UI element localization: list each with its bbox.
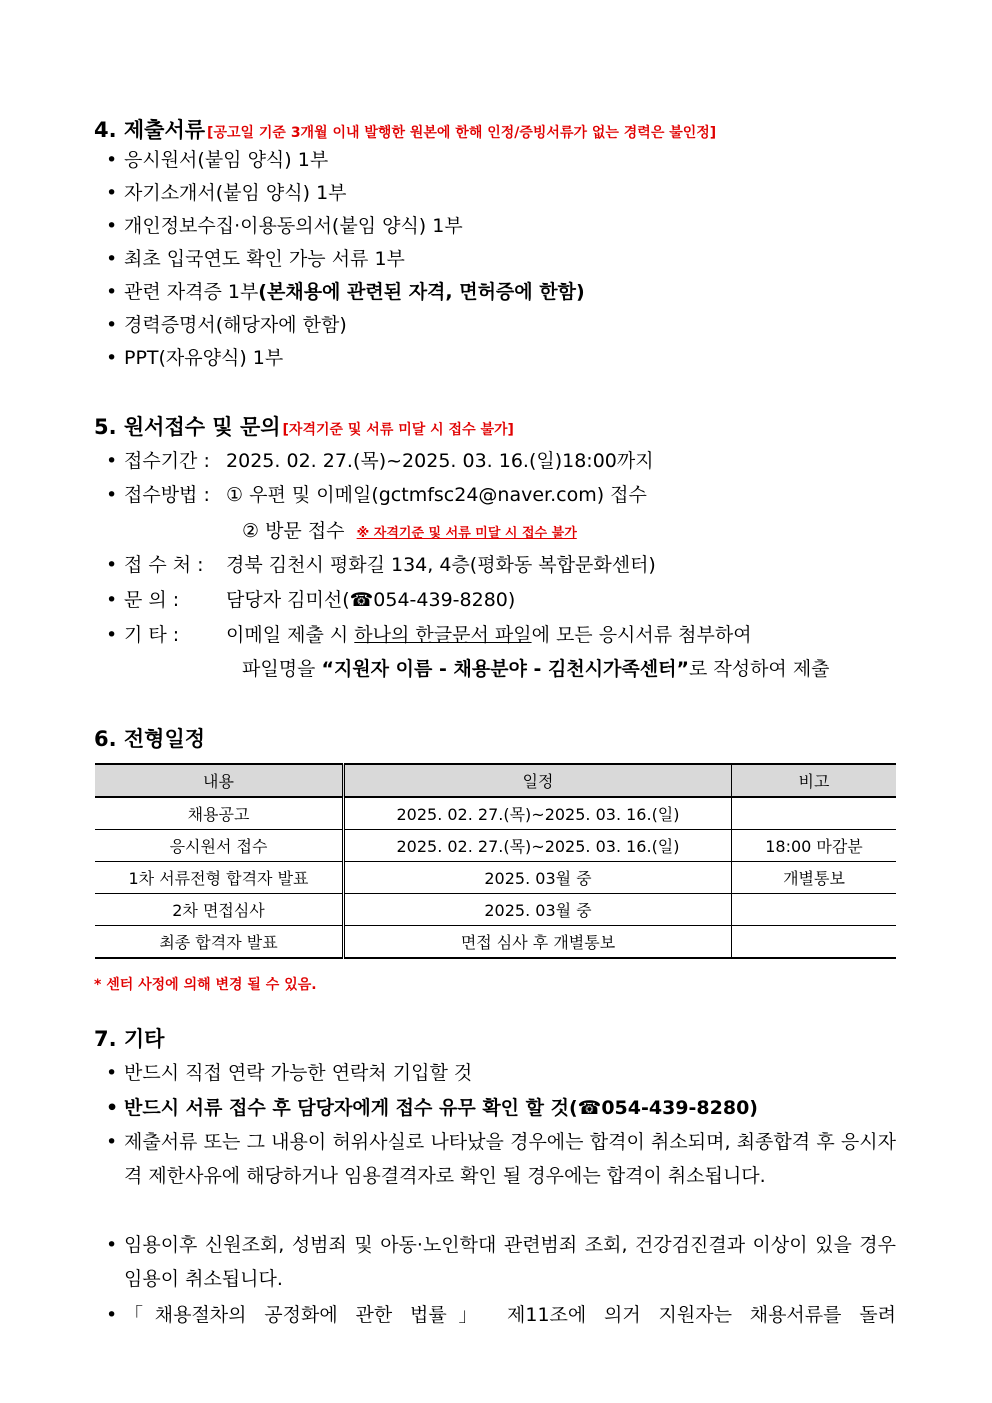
table-cell: 2025. 03월 중 (344, 894, 732, 926)
section-4-heading: 4. 제출서류 (94, 118, 206, 142)
table-cell (732, 894, 897, 926)
section-4-note: [공고일 기준 3개월 이내 발행한 원본에 한해 인정/증빙서류가 없는 경력은 불인정] (207, 125, 717, 141)
field-label: 접 수 처 : (124, 554, 204, 576)
section-5-title (94, 414, 514, 443)
table-cell: 2025. 02. 27.(목)~2025. 03. 16.(일) (344, 830, 732, 862)
table-cell: 면접 심사 후 개별통보 (344, 926, 732, 959)
table-header: 비고 (732, 764, 897, 797)
table-cell: 18:00 마감분 (732, 830, 897, 862)
list-item-text: 임용이후 신원조회, 성범죄 및 아동·노인학대 관련범죄 조회, 건강검진결과 이상이 있을 경우 임용이 취소됩니다. (124, 1234, 896, 1290)
table-cell: 2025. 02. 27.(목)~2025. 03. 16.(일) (344, 797, 732, 830)
schedule-footnote: * 센터 사정에 의해 변경 될 수 있음. (94, 977, 317, 993)
table-cell: 개별통보 (732, 862, 897, 894)
table-cell: 채용공고 (95, 797, 344, 830)
list-item-text: 「채용절차의 공정화에 관한 법률」 제11조에 의거 지원자는 채용서류를 돌려 (124, 1304, 896, 1326)
item-text: 관련 자격증 1부 (124, 281, 259, 303)
section-7-heading: 7. 기타 (94, 1027, 165, 1051)
table-cell: 응시원서 접수 (95, 830, 344, 862)
field-label: 접수방법 : (124, 484, 210, 506)
table-cell (732, 797, 897, 830)
underlined-text: 하나의 한글문서 파일 (354, 624, 532, 646)
schedule-table (95, 763, 896, 959)
field-value: 경북 김천시 평화길 134, 4층(평화동 복합문화센터) (226, 554, 656, 576)
list-item-text: 제출서류 또는 그 내용이 허위사실로 나타났을 경우에는 합격이 취소되며, 최종합격 후 응시자격 제한사유에 해당하거나 임용결격자로 확인 될 경우에는 합격이 취소됩니다. (124, 1131, 896, 1187)
section-6-title (94, 726, 205, 752)
method-2: ② 방문 접수 ※ 자격기준 및 서류 미달 시 접수 불가 (242, 520, 577, 542)
filename-format: “지원자 이름 - 채용분야 - 김천시가족센터” (321, 658, 689, 680)
table-cell: 2차 면접심사 (95, 894, 344, 926)
table-row (95, 797, 896, 830)
table-header: 일정 (344, 764, 732, 797)
section-4-title (94, 117, 716, 146)
section-5-note: [자격기준 및 서류 미달 시 접수 불가] (282, 422, 514, 438)
table-cell: 2025. 03월 중 (344, 862, 732, 894)
field-value: 2025. 02. 27.(목)~2025. 03. 16.(일)18:00까지 (226, 450, 654, 472)
section-7-title (94, 1026, 164, 1052)
table-row (95, 894, 896, 926)
field-value: 담당자 김미선(☎054-439-8280) (226, 589, 516, 611)
field-label: 기 타 : (124, 624, 180, 646)
item-emphasis: (본채용에 관련된 자격, 면허증에 한함) (258, 281, 585, 303)
table-cell: 최종 합격자 발표 (95, 926, 344, 959)
field-value: ① 우편 및 이메일(gctmfsc24@naver.com) 접수 (226, 484, 647, 506)
table-row (95, 926, 896, 959)
field-label: 접수기간 : (124, 450, 210, 472)
table-row (95, 830, 896, 862)
table-header: 내용 (95, 764, 344, 797)
method-2-note: ※ 자격기준 및 서류 미달 시 접수 불가 (356, 526, 577, 541)
table-row (95, 862, 896, 894)
document-page: 4. 제출서류 [공고일 기준 3개월 이내 발행한 원본에 한해 인정/증빙서류가 없는 경력은 불인정] 응시원서(붙임 양식) 1부 자기소개서(붙임 양식) 1부 개인정보수집·이용동의서(붙임 양식) 1부 최초 입국연도 확인 가능 서류 1부 관련 자격증 1부(본채용에 관련된 자격, 면허증에 한함) 경력증명서(해당자에 한함) PPT(자유양식) 1부 5. 원서접수 및 문의 [자격기준 및 서류 미달 시 접수 불가] 접수기간 : 2025. 02. 27.(목)~2025. 03. 16.(일)18:00까지 접수방법 : ① 우편 및 이메일(gctmfsc24@naver.com) 접수 ② 방문 접수 ※ 자격기준 및 서류 미달 시 접수 불가 접 수 처 : 경북 김천시 평화길 134, 4층(평화동 복합문화센터) 문 의 : 담당자 김미선(☎054-439-8280) 기 타 : 이메일 제출 시 하나의 한글문서 파일에 모든 응시서류 첨부하여 파일명을 “지원자 이름 - 채용분야 - 김천시가족센터”로 작성하여 제출 6. 전형일정 내용 일정 비고 채용공고 2025. 02. 27.(목)~2025. 03. 16.(일) 응시원서 접수 2025. 02. 27.(목)~2025. 03. 16.(일) 18:00 마감분 1차 서류전형 합격자 발표 2025. 03월 중 개별통보 2차 면접심사 2025. 03월 중 최종 합격자 발표 면접 심사 후 개별통보 * 센터 사정에 의해 변경 될 수 있음. 7. 기타 반드시 직접 연락 가능한 연락처 기입할 것 반드시 서류 접수 후 담당자에게 접수 유무 확인 할 것(☎054-439-8280) 제출서류 또는 그 내용이 허위사실로 나타났을 경우에는 합격이 취소되며, 최종합격 후 응시자격 제한사유에 해당하거나 임용결격자로 확인 될 경우에는 합격이 취소됩니다. 임용이후 신원조회, 성범죄 및 아동·노인학대 관련범죄 조회, 건강검진결과 이상이 있을 경우 임용이 취소됩니다. 「채용절차의 공정화에 관한 법률」 제11조에 의거 지원자는 채용서류를 돌려 (0, 0, 992, 1403)
etc-line-2: 파일명을 “지원자 이름 - 채용분야 - 김천시가족센터”로 작성하여 제출 (242, 658, 830, 680)
table-header-row (95, 764, 896, 797)
section-6-heading: 6. 전형일정 (94, 727, 206, 751)
table-cell: 1차 서류전형 합격자 발표 (95, 862, 344, 894)
field-label: 문 의 : (124, 589, 180, 611)
table-cell (732, 926, 897, 959)
section-5-heading: 5. 원서접수 및 문의 (94, 415, 281, 439)
